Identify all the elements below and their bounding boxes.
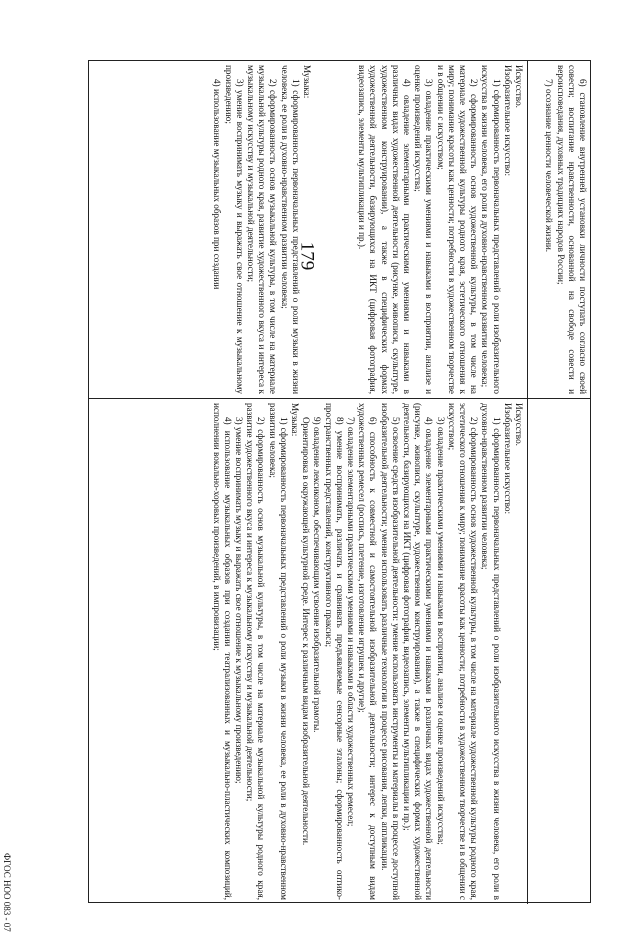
requirement-item: 1) сформированность первоначальных представлений о роли музыки в жизни человека, ее роли в духовно-нравственном развитии человека; (279, 65, 301, 394)
requirement-item: 2) сформированность основ музыкальной культуры, в том числе на материале музыкальной культуры родного края, развитие художественного вкуса и интереса к музыкальному искусству и музыкальной деятельности; (245, 65, 279, 394)
requirement-item: 3) овладение практическими умениями и навыками в восприятии, анализе и оценке произведений искусства; (413, 65, 435, 394)
row-divider (527, 61, 528, 904)
subsection-heading: Музыка: (289, 403, 300, 437)
requirement-item: 6) способность к совместной и самостоятельной изобразительной деятельности; интерес к доступным видам художественных ремесел (роспись, плетение, изготовление игрушек и другие); (357, 403, 379, 900)
right-main-cell (89, 403, 524, 900)
requirement-item: Ориентировка в окружающей культурной среде. Интерес к различным видам изобразительной деятельности. (301, 417, 312, 846)
left-top-cell (530, 65, 588, 394)
requirement-item: 7) овладение элементарными практическими умениями и навыками в области художественных ремесел; (345, 417, 356, 827)
requirement-item: 3) умение воспринимать музыку и выражать свое отношение к музыкальному произведению; (223, 65, 245, 394)
subsection-heading: Изобразительное искусство: (502, 403, 513, 515)
requirement-item: 1) сформированность первоначальных представлений о роли музыки в жизни человека, ее роли в духовно-нравственном развитии человека; (267, 403, 289, 900)
requirement-item: 2) сформированность основ художественной культуры, в том числе на материале художественной культуры родного края, эстетического отношения к миру; понимание красоты как ценности; потребности в художественном творчестве и в общении с искусством; (435, 65, 480, 394)
requirement-item: 4) использование музыкальных образов при создании (212, 79, 223, 290)
document-footer: ФГОС НОО 083 - 07 (2, 853, 12, 932)
requirement-item: 5) освоение средств изобразительной деятельности: умение использовать инструменты и материалы в процессе доступной изобразительной деятельности; умение использовать различные технологии в процессе рисования, лепки, аппликации. (379, 403, 401, 900)
rotated-page-content (88, 60, 591, 903)
section-heading: Искусство. (514, 65, 524, 108)
requirement-item: 4) использование музыкальных образов при создании театрализованных и музыкально-пластических композиций, исполнении вокально-хоровых произведений, в импровизации; (211, 403, 233, 900)
requirement-item: 3) овладение практическими умениями и навыками в восприятии, анализе и оценке произведений искусства; (435, 417, 446, 845)
requirement-item: 3) умение воспринимать музыку и выражать свое отношение к музыкальному произведению; (233, 417, 244, 784)
page-number: 179 (296, 241, 318, 271)
requirement-item: 9) овладение лексиконом, обеспечивающим усвоение изобразительной грамоты. (312, 417, 323, 733)
subsection-heading: Изобразительное искусство: (502, 65, 513, 177)
column-divider (89, 398, 590, 399)
requirement-item: 1) сформированность первоначальных представлений о роли изобразительного искусства в жизни человека, его роли в духовно-нравственном развитии человека; (480, 403, 502, 900)
standards-table (88, 60, 591, 903)
requirement-item: 4) овладение элементарными практическими умениями и навыками в различных видах художественной деятельности (рисунке, живописи, скульптуре, художественном конструировании), а также в специфических формах художественной деятельности, базирующихся на ИКТ (цифровая фотография, видеозапись, элементы мультипликации и пр.). (357, 65, 412, 394)
left-top-para: 6) становление внутренней установки личности поступать согласно своей совести; воспитание нравственности, основанной на свободе совести и вероисповедания, духовных традициях народов России; (555, 65, 588, 394)
requirement-item: 2) сформированность основ художественной культуры, в том числе на материале художественной культуры родного края, эстетического отношения к миру; понимание красоты как ценности; потребности в художественном творчестве и в общении с искусством; (446, 403, 480, 900)
left-main-cell (89, 65, 524, 394)
left-top-para: 7) осознание ценности человеческой жизни. (544, 79, 555, 253)
requirement-item: 8) умение воспринимать, различать и сравнивать предъявляемые сенсорные эталоны; сформированность оптико-пространственных представлений, конструктивного праксиса; (323, 403, 345, 900)
subsection-heading: Музыка: (301, 65, 312, 99)
requirement-item: 2) сформированность основ музыкальной культуры, в том числе на материале музыкальной культуры родного края, развитие художественного вкуса и интереса к музыкальному искусству и музыкальной деятельности; (245, 403, 267, 900)
requirement-item: 1) сформированность первоначальных представлений о роли изобразительного искусства в жизни человека, его роли в духовно-нравственном развитии человека; (480, 65, 502, 394)
section-heading: Искусство. (514, 403, 524, 446)
spacer (312, 65, 356, 394)
requirement-item: 4) овладение элементарными практическими умениями и навыками в различных видах художественной деятельности (рисунке, живописи, скульптуре, художественном конструировании), а также в специфических формах художественной деятельности, базирующихся на ИКТ (цифровая фотография, видеозапись, элементы мультипликации и пр.); (401, 403, 435, 900)
